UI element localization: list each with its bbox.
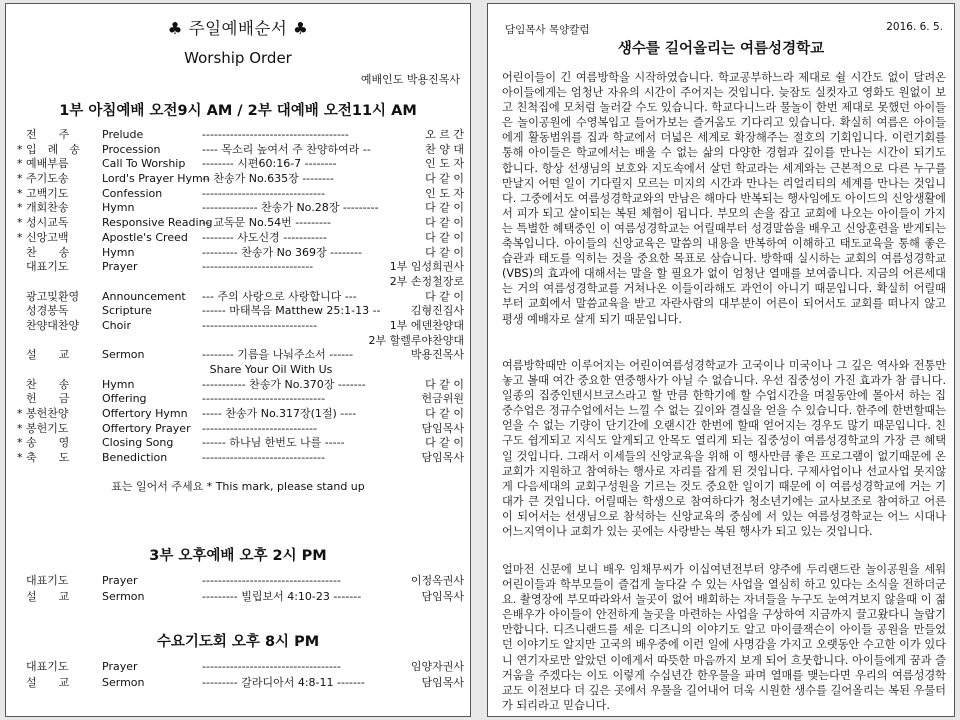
- order-english-label: Sermon: [102, 348, 145, 362]
- order-english-label: Call To Worship: [102, 157, 186, 171]
- column-heading: 담임목사 목양칼럼: [505, 24, 590, 36]
- order-row: [6, 407, 471, 422]
- column-paragraph-2: 여름방학때만 이루어지는 어린이여름성경학교가 고국이나 미국이나 그 깊은 역사와 전통만 놓고 볼때 여간 중요한 연중행사가 아닐 수 없습니다. 우선 집중성이 가진 효과가 참 큽니다. 일종의 집중인텐시브코스라고 할 만큼 한학기에 할 수업시간을 며칠동안에 몰아서 하는 집중수업은 정규수업에서는 느낄 수 없는 깊이와 결실을 얻을 수 있습니다. 한주에 한번할때는 얻을 수 없는 기량이 단기간에 오랜시간 한번에 할때 얻어지는 경우도 많기 때문입니다. 친구도 쉽게되고 지식도 알게되고 안목도 열리게 되는 집중성이 여름성경학교의 가장 큰 혜택일 것입니다. 그래서 이세들의 신앙교육을 위해 이 행사만큼 좋은 프로그램이 없기때문에 온교회가 지원하고 참여하는 행사로 자리를 잡게 된 것입니다. 구제사업이나 선교사업 못지않게 다음세대의 교회구성원을 기르는 것도 중요한 일이기 때문에 이 여름성경학교에 거는 기대가 큰 것입니다. 어릴때는 학생으로 참여하다가 청소년기에는 교사보조로 참여하고 어른이 되어서는 선생님으로 참석하는 신앙교육의 중심에 서 있는 여름성경학교는 어느 시대나 어느지역이나 교회가 있는 곳에는 사랑받는 복된 행사가 되고 있는 것입니다.: [502, 359, 946, 539]
- order-korean-label: 대표기도: [26, 660, 69, 673]
- order-detail: ----------------------------: [202, 260, 314, 274]
- order-star-mark: *: [17, 157, 23, 171]
- order-korean-label: 고백기도: [26, 186, 69, 200]
- order-korean-label: 찬양대찬양: [26, 318, 80, 332]
- service4-heading: 수요기도회 오후 8시 PM: [156, 634, 320, 650]
- order-detail: -------- 기름을 나눠주소서 ------: [202, 348, 354, 362]
- order-row: [6, 201, 471, 216]
- order-korean-label: 개회찬송: [26, 201, 69, 215]
- order-performer: 담임목사: [421, 421, 464, 435]
- order-detail: ------ 마태복음 Matthew 25:1-13 --: [202, 304, 381, 318]
- order-detail: -----------------------------------: [202, 574, 341, 587]
- order-star-mark: *: [17, 436, 23, 450]
- order-row: [6, 378, 471, 393]
- order-performer: 2부 할렐루야찬양대: [368, 333, 464, 347]
- order-row: [6, 157, 471, 172]
- order-detail: -------------------------------: [202, 451, 326, 465]
- order-english-label: Hymn: [102, 201, 135, 215]
- order-row: [6, 128, 471, 143]
- order-row: [6, 275, 471, 290]
- order-row: [6, 436, 471, 451]
- order-detail: -------- 사도신경 -----------: [202, 230, 327, 244]
- order-english-label: Prayer: [102, 660, 138, 673]
- order-korean-label: 주기도송: [26, 172, 69, 186]
- order-star-mark: *: [17, 230, 23, 244]
- order-english-label: Responsive Reading: [102, 216, 213, 230]
- order-korean-label: 찬 송: [26, 245, 70, 259]
- order-english-label: Announcement: [102, 289, 186, 303]
- order-performer: 다 같 이: [425, 216, 464, 230]
- order-english-label: Offertory Prayer: [102, 421, 191, 435]
- order-performer: 이정옥권사: [410, 574, 464, 587]
- order-detail: -------- 시편60:16-7 --------: [202, 157, 337, 171]
- order-row: [6, 348, 471, 363]
- order-english-label: Choir: [102, 318, 131, 332]
- order-english-label: Lord's Prayer Hymn: [102, 172, 210, 186]
- order-row: [6, 589, 471, 605]
- order-korean-label: 성경봉독: [26, 304, 69, 318]
- order-korean-label: 설 교: [26, 348, 70, 362]
- order-detail: ------ 하나님 한번도 나를 -----: [202, 436, 345, 450]
- order-row: [6, 675, 471, 691]
- order-star-mark: *: [17, 216, 23, 230]
- order-korean-label: 성시교독: [26, 216, 69, 230]
- worship-leader: 예배인도 박용진목사: [360, 73, 460, 86]
- order-row: [6, 246, 471, 261]
- afternoon-order-list: [6, 573, 471, 605]
- order-row: [6, 187, 471, 202]
- order-performer: 다 같 이: [425, 245, 464, 259]
- order-detail: ----------- 찬송가 No.370장 -------: [202, 377, 366, 391]
- order-english-label: Prelude: [102, 128, 144, 141]
- bulletin-title: ♣ 주일예배순서 ♣: [167, 19, 309, 38]
- order-performer: 박용진목사: [410, 348, 464, 362]
- order-english-label: Sermon: [102, 676, 145, 689]
- order-star-mark: *: [17, 186, 23, 200]
- order-performer: 헌금위원: [421, 392, 464, 406]
- order-english-label: Prayer: [102, 260, 138, 274]
- order-detail: -------------------------------: [202, 392, 326, 406]
- order-korean-label: 설 교: [26, 590, 70, 603]
- order-detail: ---- 목소리 높여서 주 찬양하여라 --: [202, 142, 371, 156]
- order-korean-label: 입 례 송: [26, 142, 80, 156]
- order-korean-label: 봉헌기도: [26, 421, 69, 435]
- order-detail: -- 교독문 No.54번 ---------: [202, 216, 331, 230]
- order-english-label: Offering: [102, 392, 147, 406]
- order-english-label: Benediction: [102, 451, 168, 465]
- order-performer: 2부 손정철장로: [389, 274, 464, 288]
- order-subtitle: Share Your Oil With Us: [209, 363, 333, 376]
- column-title: 생수를 길어올리는 여름성경학교: [617, 41, 825, 57]
- order-performer: 담임목사: [421, 451, 464, 465]
- column-paragraph-1: 어린이들이 긴 여름방학을 시작하였습니다. 학교공부하느라 제대로 쉴 시간도 없이 달려온 아이들에게는 엄청난 자유의 시간이 주어지는 것입니다. 늦잠도 실컷자고 영화도 원없이 보고 친척집에 모처럼 놀러갈 수도 있습니다. 학교다니느라 물놀이 한번 제대로 못했던 아이들은 놀이공원에 수영복입고 들어가보는 즐거움도 기다리고 있습니다. 확실히 여름은 아이들에게 활동범위를 집과 학교에서 더넓은 세계로 확장해주는 절호의 기회입니다. 이런기회를 통해 아이들은 학교에서는 배울 수 없는 삶의 다양한 경험과 깊이를 만나는 시간이 되기도 합니다. 항상 선생님의 보호와 지도속에서 살던 학교라는 세계와는 근본적으로 다른 누구를 만날지 어떤 일이 기다릴지 모르는 미지의 시간과 만나는 리얼리티의 세계를 만나는 것입니다. 그중에서도 여름성경학교와의 만남은 해마다 반복되는 행사임에도 아이드의 신앙생활에서 피가 되고 살이되는 복된 체험이 됩니다. 부모의 손을 잡고 교회에 나오는 아이들이 가지는 특별한 혜택중인 이 여름성경학교는 어릴때부터 성경말씀을 배우고 신앙훈련을 받게되는 축복입니다. 아이들의 신앙교육은 말씀의 내용을 반복하여 이해하고 태도교육을 통해 좋은 습관과 태도를 익히는 것을 중요한 목표로 삼습니다. 방학때 실시하는 교회의 여름성경학교(VBS)의 효과에 대해서는 말을 할 필요가 없이 엄청난 열매를 보여줍니다. 지금의 어른세대는 거의 여름성경학교를 거쳐나온 이들이라해도 과언이 아니기 때문입니다. 확실히 어릴때부터 교회에서 말씀교육을 받고 자란사람의 대부분이 어른이 되어서도 교회를 떠나지 않고 평생 예배자로 살게 되기 때문입니다.: [502, 71, 946, 326]
- order-row: [6, 216, 471, 231]
- order-row: [6, 392, 471, 407]
- order-english-label: Closing Song: [102, 436, 174, 450]
- order-performer: 1부 임성희권사: [389, 260, 464, 274]
- order-detail: --------- 갈라디아서 4:8-11 -------: [202, 676, 365, 689]
- pastor-column-page: [487, 3, 955, 717]
- order-english-label: Hymn: [102, 377, 135, 391]
- order-row: [6, 231, 471, 246]
- order-row: [6, 363, 471, 378]
- order-korean-label: 전 주: [26, 128, 70, 141]
- order-row: [6, 422, 471, 437]
- order-performer: 다 같 이: [425, 377, 464, 391]
- order-performer: 찬 양 대: [425, 142, 464, 156]
- order-detail: -----------------------------: [202, 421, 318, 435]
- order-performer: 인 도 자: [425, 157, 464, 171]
- order-korean-label: 송 영: [26, 436, 70, 450]
- order-star-mark: *: [17, 172, 23, 186]
- order-performer: 다 같 이: [425, 230, 464, 244]
- order-korean-label: 설 교: [26, 676, 70, 689]
- order-detail: -----------------------------: [202, 318, 318, 332]
- order-star-mark: *: [17, 142, 23, 156]
- order-korean-label: 신앙고백: [26, 230, 69, 244]
- order-row: [6, 334, 471, 349]
- service3-heading: 3부 오후예배 오후 2시 PM: [149, 548, 327, 564]
- order-performer: 담임목사: [421, 590, 464, 603]
- order-performer: 다 같 이: [425, 407, 464, 421]
- order-performer: 다 같 이: [425, 201, 464, 215]
- order-row: [6, 573, 471, 589]
- order-row: [6, 260, 471, 275]
- order-row: [6, 172, 471, 187]
- order-english-label: Prayer: [102, 574, 138, 587]
- order-english-label: Confession: [102, 186, 163, 200]
- order-korean-label: 광고및환영: [26, 289, 80, 303]
- stand-up-note: 표는 일어서 주세요 * This mark, please stand up: [111, 480, 365, 493]
- order-english-label: Hymn: [102, 245, 135, 259]
- order-row: [6, 659, 471, 675]
- order-star-mark: *: [17, 451, 23, 465]
- order-star-mark: *: [17, 201, 23, 215]
- order-detail: --------- 찬송가 No 369장 --------: [202, 245, 362, 259]
- column-paragraph-3: 얼마전 신문에 보니 배우 임채무씨가 이십여년전부터 양주에 두리랜드란 놀이공원을 세워 어린이들과 학부모들이 즐겁게 놀다갈 수 있는 사업을 열심히 하고 있다는 소식을 전하더군요. 촬영장에 부모따라와서 놀곳이 없어 배회하는 자녀들을 누구도 눈여겨보지 않을때 이 젊은배우가 아이들이 안전하게 놀곳을 마련하는 사업을 구상하여 지금까지 끌고왔다니 놀랍기만합니다. 디즈니랜드를 세운 디즈니의 이야기도 알고 마이클잭슨이 아이들 공원을 만들었던 이야기도 알지만 고국의 배우중에 이런 일에 사명감을 가지고 오랫동안 수고한 이가 있다니 연기자로만 알았던 이에게서 따뜻한 마음까지 보게 되어 흐뭇합니다. 아이들에게 꿈과 즐거움을 주겠다는 이도 이렇게 수십년간 한우물을 파며 열매를 맺는다면 우리의 여름성경학교도 이전보다 더 깊은 곳에서 우물을 길어내어 더욱 시원한 생수를 길어올리는 복된 우물터가 되리라고 믿습니다.: [502, 563, 946, 712]
- order-detail: --------- 빌립보서 4:10-23 -------: [202, 590, 362, 603]
- order-detail: -----------------------------------: [202, 660, 341, 673]
- order-performer: 담임목사: [421, 676, 464, 689]
- order-korean-label: 대표기도: [26, 574, 69, 587]
- order-detail: --- 주의 사랑으로 사랑합니다 ---: [202, 289, 357, 303]
- order-english-label: Offertory Hymn: [102, 407, 188, 421]
- order-english-label: Procession: [102, 142, 161, 156]
- order-row: [6, 319, 471, 334]
- order-performer: 다 같 이: [425, 289, 464, 303]
- order-performer: 오 르 간: [425, 128, 464, 141]
- order-korean-label: 찬 송: [26, 377, 70, 391]
- order-row: [6, 304, 471, 319]
- order-row: [6, 290, 471, 305]
- order-performer: 다 같 이: [425, 436, 464, 450]
- order-korean-label: 봉헌찬양: [26, 407, 69, 421]
- order-performer: 다 같 이: [425, 172, 464, 186]
- column-date: 2016. 6. 5.: [886, 21, 943, 33]
- order-performer: 인 도 자: [425, 186, 464, 200]
- order-english-label: Scripture: [102, 304, 152, 318]
- service1-heading: 1부 아침예배 오전9시 AM / 2부 대예배 오전11시 AM: [59, 103, 417, 119]
- order-english-label: Sermon: [102, 590, 145, 603]
- order-star-mark: *: [17, 421, 23, 435]
- order-detail: ----- 찬송가 No.317장(1절) ----: [202, 407, 357, 421]
- order-korean-label: 예배부름: [26, 157, 69, 171]
- bulletin-title-english: Worship Order: [184, 49, 292, 67]
- order-performer: 김형진집사: [410, 304, 464, 318]
- order-detail: -------------------------------: [202, 186, 326, 200]
- order-english-label: Apostle's Creed: [102, 230, 188, 244]
- order-row: [6, 143, 471, 158]
- worship-order-list: [6, 128, 471, 466]
- order-performer: 임양자권사: [410, 660, 464, 673]
- order-performer: 1부 에덴찬양대: [389, 318, 464, 332]
- order-detail: -------------------------------------: [202, 128, 349, 141]
- worship-order-page: [5, 3, 471, 717]
- order-korean-label: 대표기도: [26, 260, 69, 274]
- order-korean-label: 축 도: [26, 451, 70, 465]
- wednesday-order-list: [6, 659, 471, 691]
- order-detail: -------------- 찬송가 No.28장 ---------: [202, 201, 379, 215]
- order-row: [6, 451, 471, 466]
- order-star-mark: *: [17, 407, 23, 421]
- order-detail: -- 찬송가 No.635장 --------: [202, 172, 334, 186]
- order-korean-label: 헌 금: [26, 392, 70, 406]
